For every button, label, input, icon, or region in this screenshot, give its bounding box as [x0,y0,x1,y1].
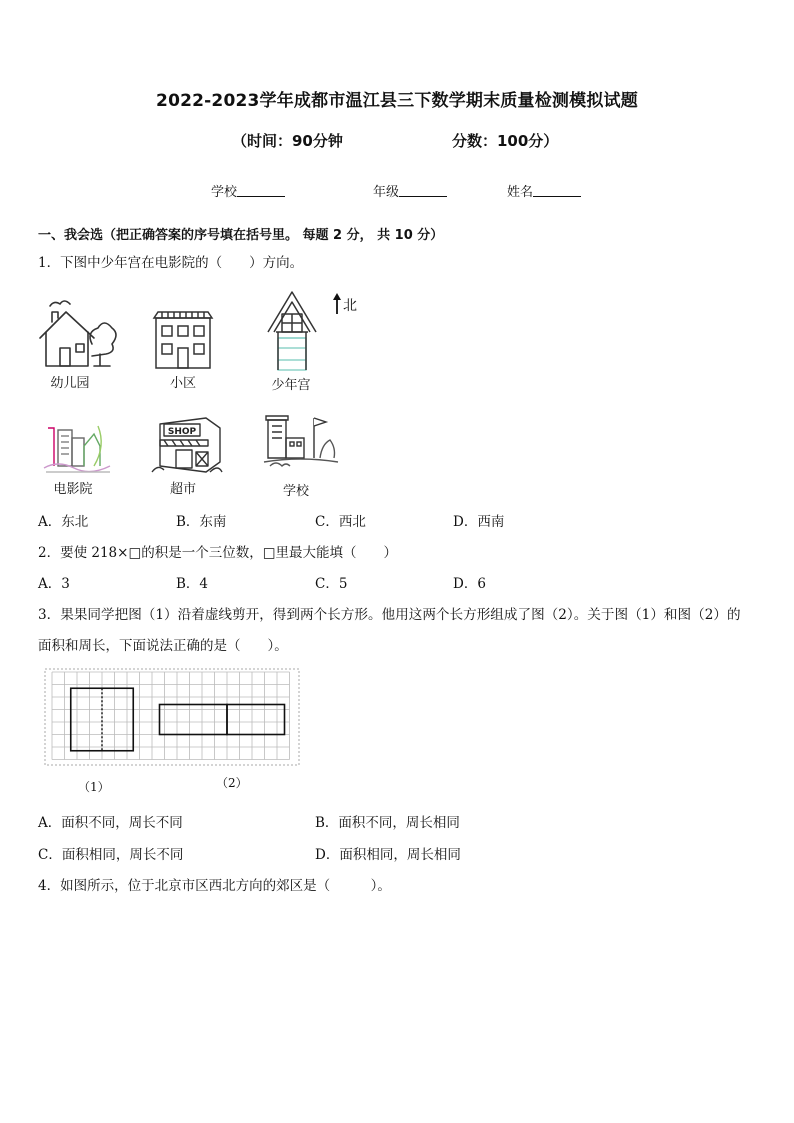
q3-fig2-label: （2） [216,776,248,790]
name-field[interactable] [507,181,581,200]
cinema-icon [42,418,114,476]
q1-option-b[interactable]: B．东南 [176,514,227,530]
q3-text-line2: 面积和周长，下面说法正确的是（ ）。 [38,638,288,654]
q2-option-a[interactable]: A．3 [38,576,70,592]
q3-grid-figure [44,668,300,766]
shop-sign: SHOP [167,427,197,437]
q3-option-b[interactable]: B．面积不同，周长相同 [315,815,460,831]
section-heading: 一、我会选（把正确答案的序号填在括号里。 每题 2 分， 共 10 分） [38,228,444,243]
q3-text-line1: 3．果果同学把图（1）沿着虚线剪开，得到两个长方形。他用这两个长方形组成了图（2）。关于图（1）和图（2）的 [38,607,741,623]
fig2-rect-right [227,705,285,735]
north-label: 北 [343,298,357,314]
grade-label: 年级 [373,185,400,200]
place-label-youth-palace: 少年宫 [271,378,311,393]
place-label-residential: 小区 [169,376,196,391]
school-label: 学校 [211,185,238,200]
score-label: 分数：100分） [452,132,559,150]
q2-text: 2．要使 218×□的积是一个三位数，□里最大能填（ ） [38,545,397,561]
name-label: 姓名 [507,185,534,200]
fig2-rect-left [160,705,228,735]
supermarket-icon [150,416,224,476]
place-label-kindergarten: 幼儿园 [50,376,90,391]
q2-option-b[interactable]: B．4 [176,576,209,592]
residential-building-icon [152,310,214,370]
q1-option-c[interactable]: C．西北 [315,514,366,530]
place-label-school: 学校 [282,484,309,499]
q1-option-d[interactable]: D．西南 [453,514,505,530]
time-label: （时间：90分钟 [232,132,343,150]
q2-option-c[interactable]: C．5 [315,576,348,592]
q3-option-d[interactable]: D．面积相同，周长相同 [315,847,461,863]
q1-option-a[interactable]: A．东北 [38,514,89,530]
school-blank[interactable] [237,184,285,197]
place-label-cinema: 电影院 [53,482,93,497]
name-blank[interactable] [533,184,581,197]
school-icon [262,410,340,476]
q3-option-a[interactable]: A．面积不同，周长不同 [38,815,183,831]
q3-fig1-label: （1） [78,780,110,794]
kindergarten-icon [36,298,116,370]
school-field[interactable] [211,181,285,200]
grade-blank[interactable] [399,184,447,197]
grade-field[interactable] [373,181,447,200]
north-arrow-icon [332,292,342,316]
q3-option-c[interactable]: C．面积相同，周长不同 [38,847,184,863]
q4-text: 4．如图所示，位于北京市区西北方向的郊区是（ ）。 [38,878,391,894]
page-title: 2022-2023学年成都市温江县三下数学期末质量检测模拟试题 [156,91,638,111]
q2-option-d[interactable]: D．6 [453,576,486,592]
place-label-supermarket: 超市 [169,482,196,497]
youth-palace-icon [264,288,320,374]
q1-text: 1．下图中少年宫在电影院的（ ）方向。 [38,255,304,271]
